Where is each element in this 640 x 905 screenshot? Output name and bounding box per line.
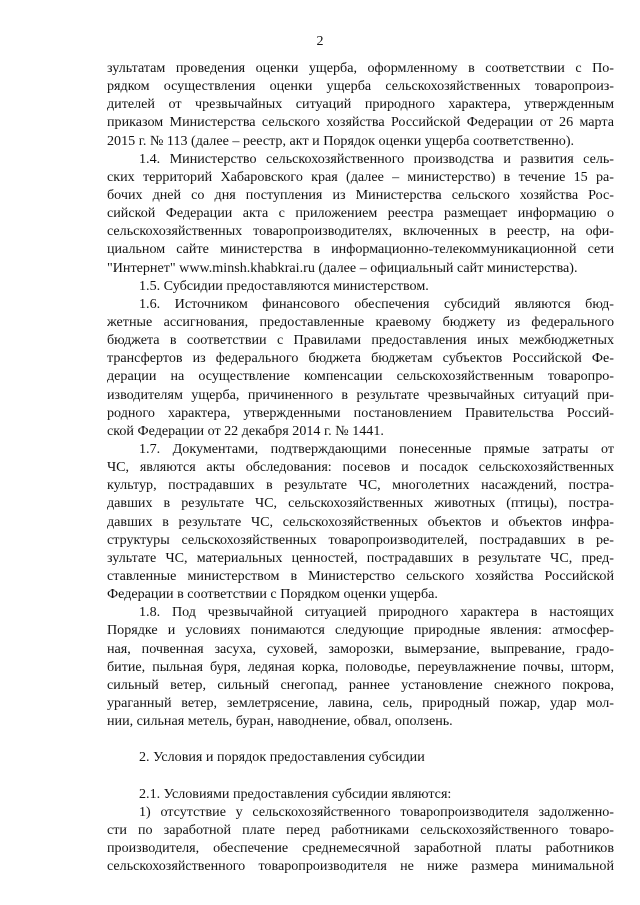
text-line: приказом Министерства сельского хозяйства Российской Федерации от 26 марта — [107, 114, 614, 131]
text-line: производителя, обеспечение среднемесячной заработной платы работников — [107, 840, 614, 857]
text-line: нии, сильная метель, буран, наводнение, обвал, оползень. — [107, 713, 453, 730]
text-line: изводителям ущерба, причиненного в результате чрезвычайных ситуаций при- — [107, 386, 614, 403]
text-line: 1.4. Министерство сельскохозяйственного производства и развития сель- — [139, 150, 614, 167]
paragraph-gap — [107, 766, 614, 784]
text-line: жетные ассигнования, предоставленные краевому бюджету из федерального — [107, 313, 614, 330]
text-line: ставленные министерством в Министерство сельского хозяйства Российской — [107, 567, 614, 584]
text-line: давших в результате ЧС, сельскохозяйственных объектов и объектов инфра- — [107, 513, 614, 530]
text-line: ураганный ветер, землетрясение, лавина, сель, природный пожар, удар мол- — [107, 694, 614, 711]
text-line: родного характера, утвержденными постановлением Правительства Россий- — [107, 404, 614, 421]
text-line: 1.7. Документами, подтверждающими понесенные прямые затраты от — [139, 440, 614, 457]
text-line: давших в результате ЧС, сельскохозяйственных животных (птицы), постра- — [107, 495, 614, 512]
text-line: "Интернет" www.minsh.khabkrai.ru (далее – официальный сайт министерства). — [107, 259, 578, 276]
text-line: 1.8. Под чрезвычайной ситуацией природного характера в настоящих — [139, 604, 614, 621]
page-number: 2 — [316, 34, 324, 49]
text-line: структуры сельскохозяйственных товаропроизводителей, пострадавших в ре- — [107, 531, 614, 548]
text-line: 2. Условия и порядок предоставления субсидии — [139, 749, 425, 766]
text-line: сийской Федерации акта с приложением реестра размещает информацию о — [107, 205, 614, 222]
text-line: 1) отсутствие у сельскохозяйственного товаропроизводителя задолженно- — [139, 803, 614, 820]
text-line: дерации на осуществление компенсации сельскохозяйственным товаропро- — [107, 368, 614, 385]
text-line: 1.6. Источником финансового обеспечения субсидий являются бюд- — [139, 295, 614, 312]
document-body — [107, 59, 614, 875]
text-line: 2015 г. № 113 (далее – реестр, акт и Порядок оценки ущерба соответственно). — [107, 132, 575, 149]
text-line: сельскохозяйственного товаропроизводителя не ниже размера минимальной — [107, 858, 614, 875]
text-line: Порядке и условиях понимаются следующие природные явления: атмосфер- — [107, 622, 614, 639]
text-line: 2.1. Условиями предоставления субсидии являются: — [139, 785, 452, 802]
text-line: сильный ветер, сильный снегопад, раннее установление снежного покрова, — [107, 676, 614, 693]
text-line: дителей от чрезвычайных ситуаций природного характера, утвержденным — [107, 96, 614, 113]
text-line: ЧС, являются акты обследования: посевов и посадок сельскохозяйственных — [107, 459, 614, 476]
text-line: Федерации в соответствии с Порядком оценки ущерба. — [107, 586, 438, 603]
text-line: ской Федерации от 22 декабря 2014 г. № 1441. — [107, 422, 384, 439]
text-line: ная, почвенная засуха, суховей, заморозки, вымерзание, выпревание, градо- — [107, 640, 614, 657]
text-line: зультатам проведения оценки ущерба, оформленному в соответствии с По- — [107, 60, 614, 76]
text-line: сти по заработной плате перед работниками сельскохозяйственного товаро- — [107, 821, 614, 838]
text-line: зультате ЧС, материальных ценностей, пострадавших в результате ЧС, пред- — [107, 549, 614, 566]
text-line: циальном сайте министерства в информационно-телекоммуникационной сети — [107, 241, 614, 258]
text-line: бочих дней со дня поступления из Министерства сельского хозяйства Рос- — [107, 186, 614, 203]
text-line: рядком осуществления оценки ущерба сельскохозяйственных товаропроиз- — [107, 78, 614, 95]
text-line: бюджета в соответствии с Правилами предоставления иных межбюджетных — [107, 332, 614, 349]
text-line: культур, пострадавших в результате ЧС, многолетних насаждений, постра- — [107, 477, 614, 494]
text-line: 1.5. Субсидии предоставляются министерством. — [139, 277, 429, 294]
text-line: ских территорий Хабаровского края (далее – министерство) в течение 15 ра- — [107, 168, 614, 185]
paragraph-gap — [107, 730, 614, 748]
text-line: битие, пыльная буря, ледяная корка, половодье, переувлажнение почвы, шторм, — [107, 658, 614, 675]
text-line: сельскохозяйственных товаропроизводителях, включенных в реестр, на офи- — [107, 223, 614, 240]
text-line: трансфертов из федерального бюджета бюджетам субъектов Российской Фе- — [107, 350, 614, 367]
